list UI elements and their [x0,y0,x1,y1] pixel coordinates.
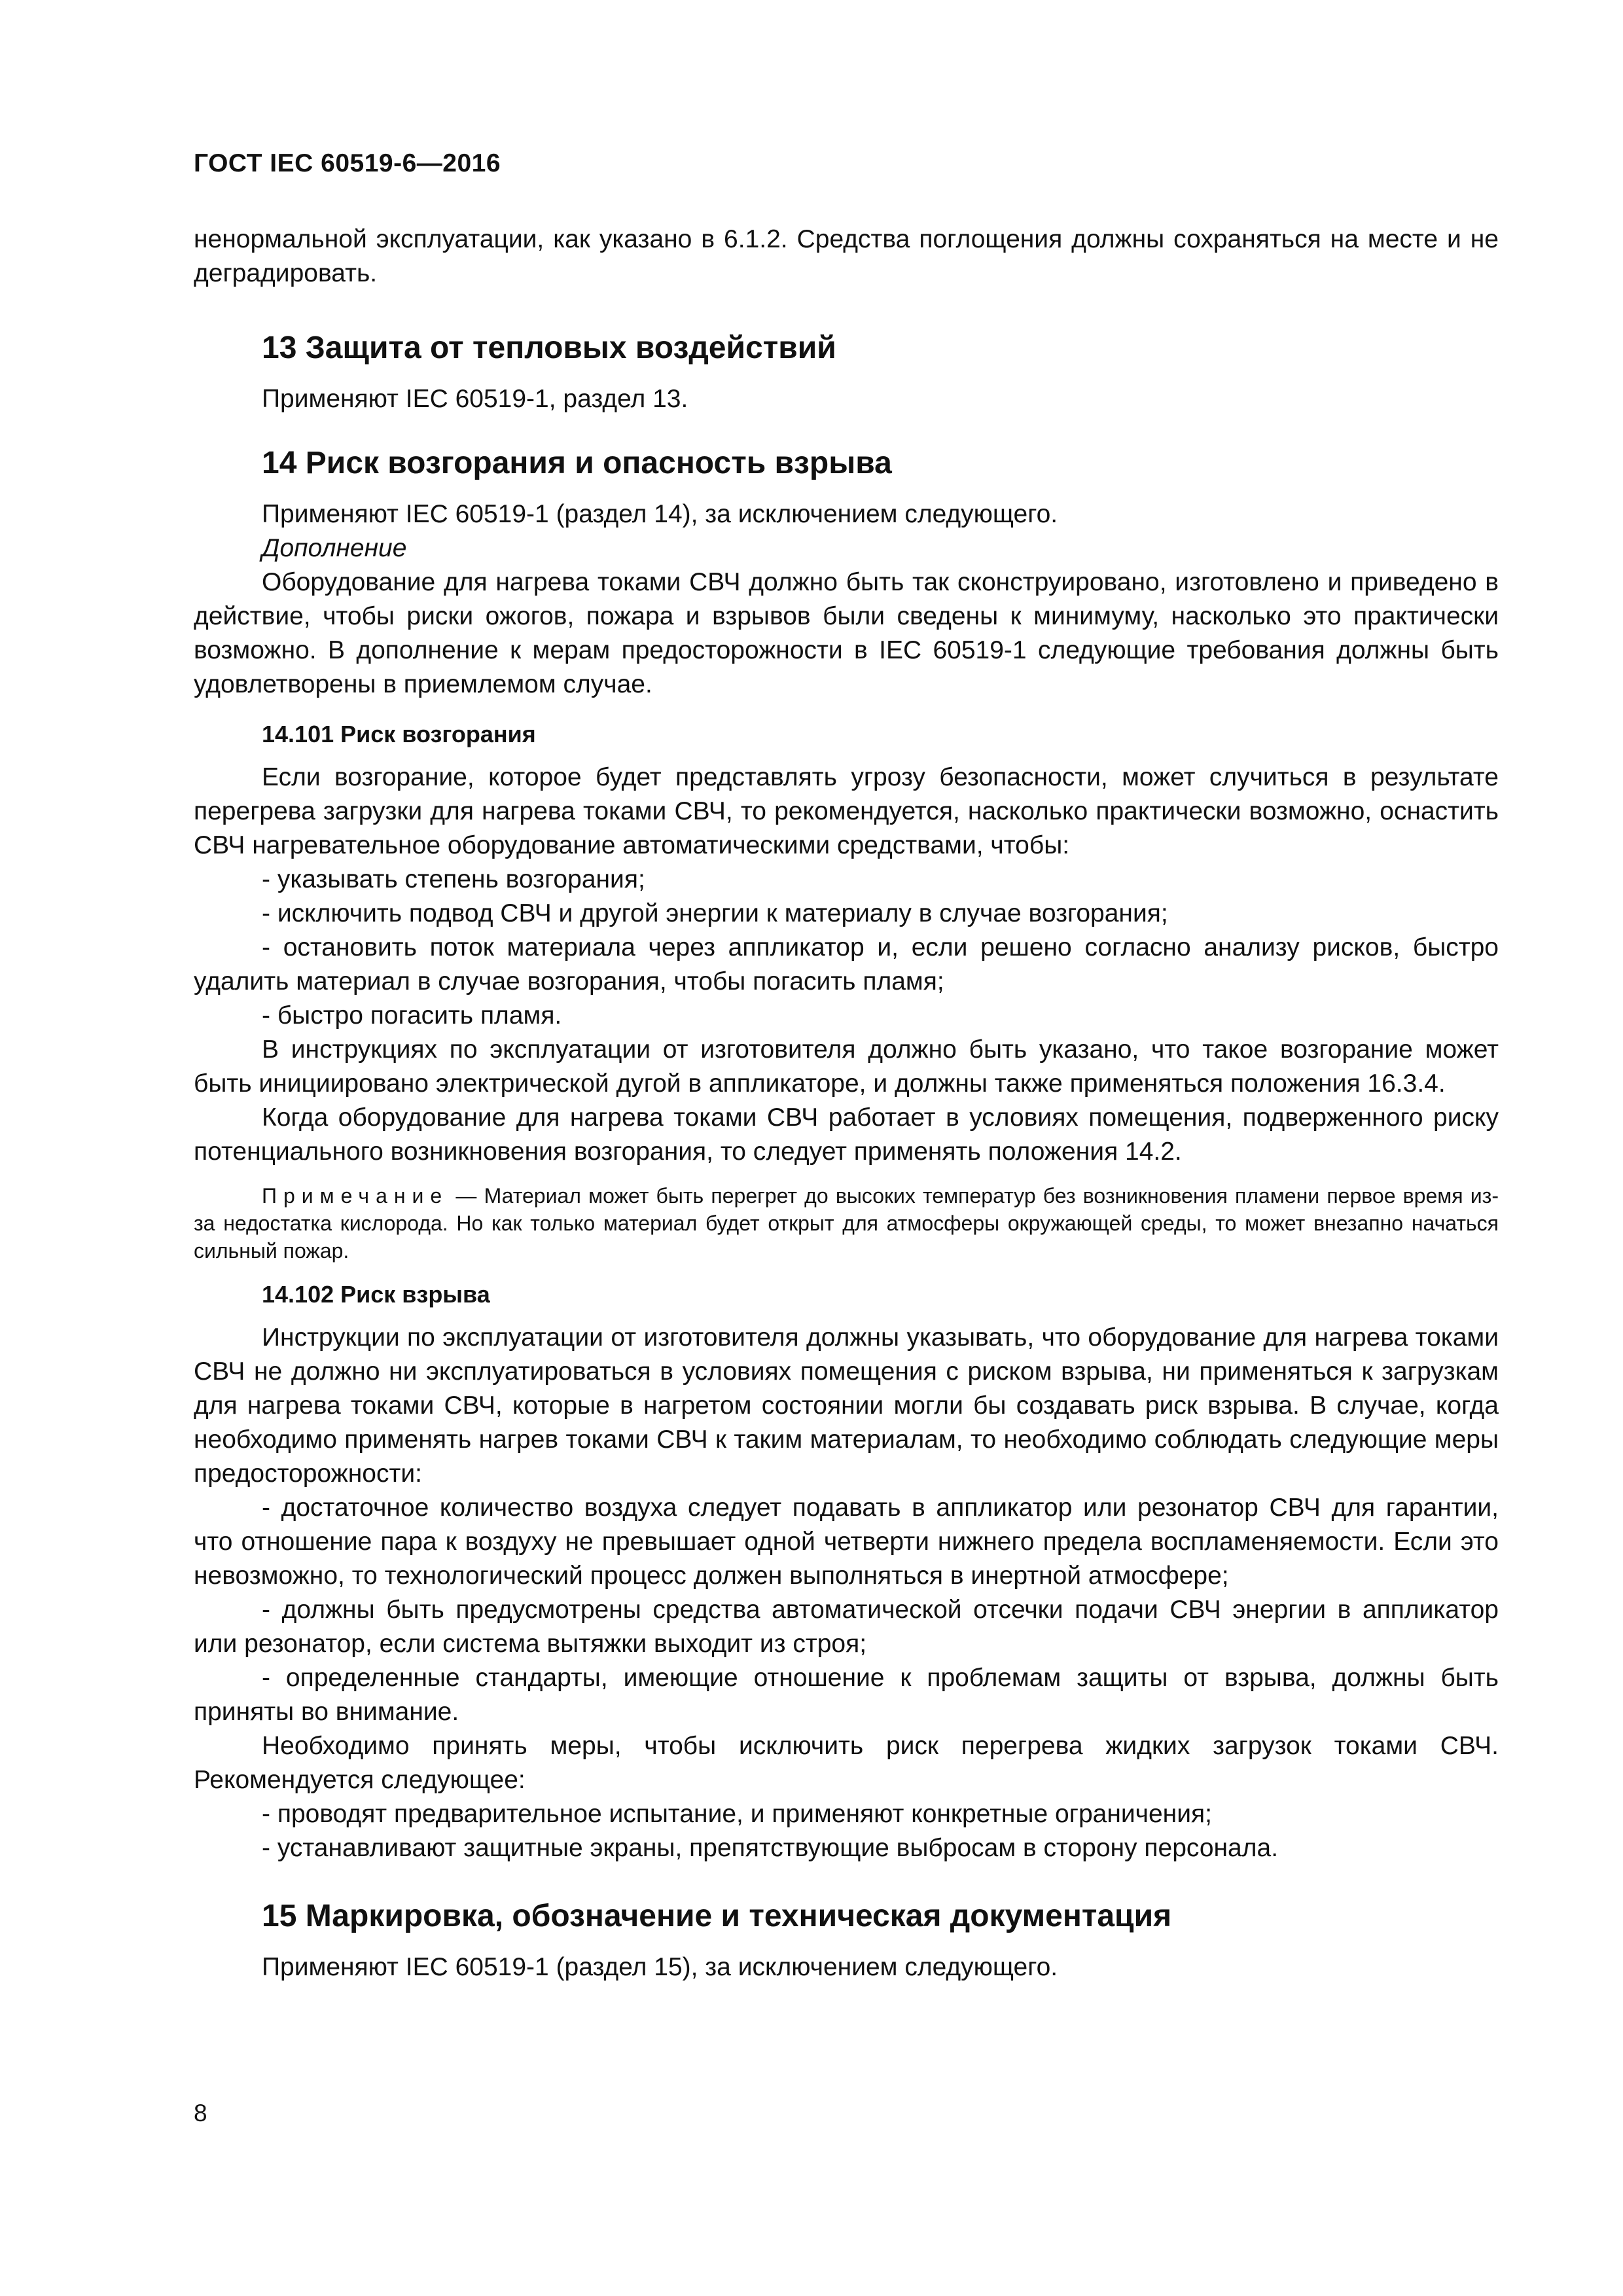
page-number: 8 [194,2100,207,2126]
note-label: Примечание [262,1184,449,1208]
section-14-101-list-item: - исключить подвод СВЧ и другой энергии к материалу в случае возгорания; [262,899,1168,927]
section-14-addition-label: Дополнение [262,534,407,562]
section-14-102-list-item: - должны быть предусмотрены средства автоматической отсечки подачи СВЧ энергии в аппликатор или резонатор, если система вытяжки выходит из строя; [194,1596,1499,1658]
section-14-102-list-item: - определенные стандарты, имеющие отношение к проблемам защиты от взрыва, должны быть приняты во внимание. [194,1664,1499,1726]
section-15-title: 15 Маркировка, обозначение и техническая документация [262,1899,1172,1933]
document-header: ГОСТ IEC 60519-6—2016 [194,149,501,177]
section-13-title: 13 Защита от тепловых воздействий [262,331,836,365]
section-14-title: 14 Риск возгорания и опасность взрыва [262,446,892,480]
section-14-101-paragraph-1: Если возгорание, которое будет представлять угрозу безопасности, может случиться в результате перегрева загрузки для нагрева токами СВЧ, то рекомендуется, насколько практически возможно, оснастить СВЧ нагревательное оборудование автоматическими средствами, чтобы: [194,763,1499,859]
intro-paragraph: ненормальной эксплуатации, как указано в 6.1.2. Средства поглощения должны сохраняться на месте и не деградировать. [194,225,1499,287]
section-14-101-note [194,1182,1499,1265]
section-14-101-list-item: - остановить поток материала через аппликатор и, если решено согласно анализу рисков, быстро удалить материал в случае возгорания, чтобы погасить пламя; [194,933,1499,996]
section-14-102-list-item: - достаточное количество воздуха следует подавать в аппликатор или резонатор СВЧ для гарантии, что отношение пара к воздуху не превышает одной четверти нижнего предела воспламеняемости. Если это невозможно, то технологический процесс должен выполняться в инертной атмосфере; [194,1494,1499,1590]
section-14-102-title: 14.102 Риск взрыва [262,1281,490,1308]
section-14-102-paragraph-2: Необходимо принять меры, чтобы исключить риск перегрева жидких загрузок токами СВЧ. Рекомендуется следующее: [194,1732,1499,1794]
section-14-101-list-item: - указывать степень возгорания; [262,865,645,893]
section-14-paragraph-1: Применяют IEC 60519-1 (раздел 14), за исключением следующего. [262,500,1058,528]
section-14-paragraph-2: Оборудование для нагрева токами СВЧ должно быть так сконструировано, изготовлено и приведено в действие, чтобы риски ожогов, пожара и взрывов были сведены к минимуму, насколько это практически возможно. В дополнение к мерам предосторожности в IEC 60519-1 следующие требования должны быть удовлетворены в приемлемом случае. [194,568,1499,698]
section-13-text: Применяют IEC 60519-1, раздел 13. [262,385,688,413]
section-14-101-paragraph-3: Когда оборудование для нагрева токами СВЧ работает в условиях помещения, подверженного риску потенциального возникновения возгорания, то следует применять положения 14.2. [194,1103,1499,1166]
section-14-101-list-item: - быстро погасить пламя. [262,1001,562,1030]
section-14-102-list-item: - устанавливают защитные экраны, препятствующие выбросам в сторону персонала. [262,1834,1279,1862]
section-14-102-paragraph-1: Инструкции по эксплуатации от изготовителя должны указывать, что оборудование для нагрева токами СВЧ не должно ни эксплуатироваться в условиях помещения с риском взрыва, ни применяться к загрузкам для нагрева токами СВЧ, которые в нагретом состоянии могли бы создавать риск взрыва. В случае, когда необходимо применять нагрев токами СВЧ к таким материалам, то необходимо соблюдать следующие меры предосторожности: [194,1323,1499,1488]
section-14-101-title: 14.101 Риск возгорания [262,721,536,747]
section-14-102-list-item: - проводят предварительное испытание, и применяют конкретные ограничения; [262,1800,1212,1828]
section-14-101-paragraph-2: В инструкциях по эксплуатации от изготовителя должно быть указано, что такое возгорание может быть инициировано электрической дугой в аппликаторе, и должны также применяться положения 16.3.4. [194,1035,1499,1098]
page-content [194,223,1499,1984]
section-15-text: Применяют IEC 60519-1 (раздел 15), за исключением следующего. [262,1953,1058,1981]
note-text: — Материал может быть перегрет до высоких температур без возникновения пламени первое время из-за недостатка кислорода. Но как только материал будет открыт для атмосферы окружающей среды, то может внезапно начаться сильный пожар. [194,1184,1499,1263]
